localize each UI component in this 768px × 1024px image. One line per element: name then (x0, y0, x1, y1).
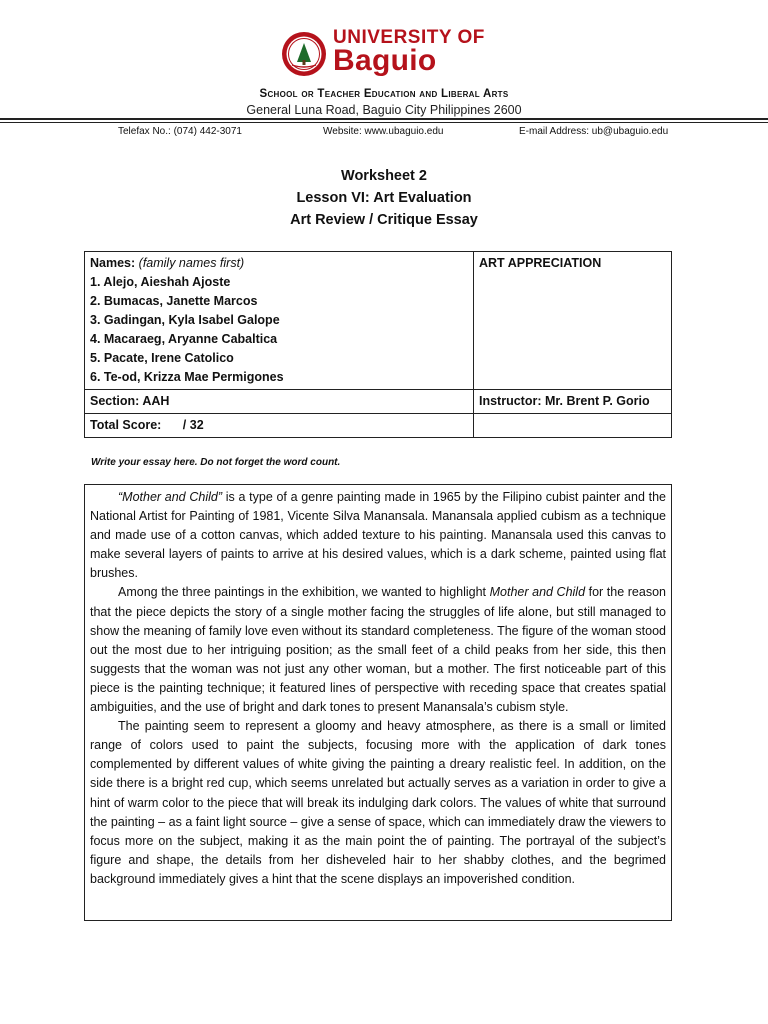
school-address: General Luna Road, Baguio City Philippines 2600 (246, 103, 522, 117)
name-item: 6. Te-od, Krizza Mae Permigones (90, 370, 284, 384)
email-address: E-mail Address: ub@ubaguio.edu (519, 126, 669, 137)
university-name-main: Baguio (333, 44, 437, 77)
artwork-title: “Mother and Child” (118, 490, 223, 504)
worksheet-title: Worksheet 2 (341, 168, 427, 184)
info-table (84, 251, 672, 438)
names-cell (85, 252, 474, 390)
names-note: (family names first) (138, 256, 245, 270)
total-score-value: / 32 (182, 418, 204, 432)
document-titles (0, 165, 768, 231)
website: Website: www.ubaguio.edu (323, 126, 444, 137)
name-item: 1. Alejo, Aieshah Ajoste (90, 275, 231, 289)
paragraph-text: is a type of a genre painting made in 1965 by the Filipino cubist painter and the National Artist for Painting of 1981, Vicente Silva Manansala. Manansala applied cubism as a technique and made use of a cotton canvas, which added texture to his painting. Manansala used this canvas to make several layers of paints to arrive at his desired values, which is a dark scheme, painted using flat brushes. (90, 490, 667, 581)
header-divider-thin (0, 122, 768, 123)
header-divider-thick (0, 118, 768, 120)
subject-label: ART APPRECIATION (479, 256, 602, 270)
total-score-label: Total Score: (90, 418, 162, 432)
instructor-label: Instructor: Mr. Brent P. Gorio (479, 394, 650, 408)
letterhead (0, 0, 768, 150)
names-label: Names: (90, 256, 136, 270)
paragraph-text: Among the three paintings in the exhibition, we wanted to highlight (118, 585, 490, 600)
total-score-cell (85, 414, 474, 438)
name-item: 4. Macaraeg, Aryanne Cabaltica (90, 332, 278, 346)
school-name: School or Teacher Education and Liberal Arts (259, 88, 509, 100)
essay-title: Art Review / Critique Essay (290, 212, 478, 228)
essay-paragraph-3: The painting seem to represent a gloomy and heavy atmosphere, as there is a small or limited range of colors used to paint the subjects, focusing more with the application of dark tones complemented by different values of white giving the painting a dreary realistic feel. In addition, on the side there is a bright red cup, which seems unrelated but actually serves as a variation in order to give a hint of warm color to the piece that will break its indulging dark colors. The values of white that surround the painting – as a faint light source – give a sense of space, which can immediately draw the viewers to focus more on the subject, making it as the main point the of painting. The portrayal of the subject’s figure and shape, the details from her disheveled hair to her shabby clothes, and the begrimed background immediately gives a hint that the scene displays an impoverished condition. (90, 719, 666, 886)
name-item: 5. Pacate, Irene Catolico (90, 351, 234, 365)
paragraph-text: for the reason that the piece depicts the story of a single mother facing the struggles of life alone, but still managed to show the meaning of family love even without its standard completeness. The figure of the woman stood out the most due to her intriguing position; as the small feet of a child peaks from her side, this then suggests that the woman was not just any other woman, but a mother. The first noticeable part of this piece is the painting technique; it featured lines of perspective with receding space that creates spatial ambiguities, and the use of bright and dark tones to present Manansala’s cubism style. (90, 585, 666, 715)
section-label: Section: AAH (90, 394, 170, 408)
essay-paragraph-2 (90, 583, 666, 717)
name-item: 2. Bumacas, Janette Marcos (90, 294, 258, 308)
artwork-title: Mother and Child (489, 585, 586, 600)
university-name-top: UNIVERSITY OF (333, 27, 485, 48)
empty-cell (474, 414, 672, 438)
telefax: Telefax No.: (074) 442-3071 (118, 126, 242, 137)
subject-cell (474, 252, 672, 390)
name-item: 3. Gadingan, Kyla Isabel Galope (90, 313, 280, 327)
essay-paragraph-1 (90, 488, 666, 583)
instructor-cell (474, 390, 672, 414)
lesson-title: Lesson VI: Art Evaluation (296, 190, 472, 206)
university-seal-icon (281, 31, 327, 77)
essay-instruction: Write your essay here. Do not forget the word count. (91, 457, 341, 468)
essay-box (84, 484, 672, 921)
section-cell (85, 390, 474, 414)
